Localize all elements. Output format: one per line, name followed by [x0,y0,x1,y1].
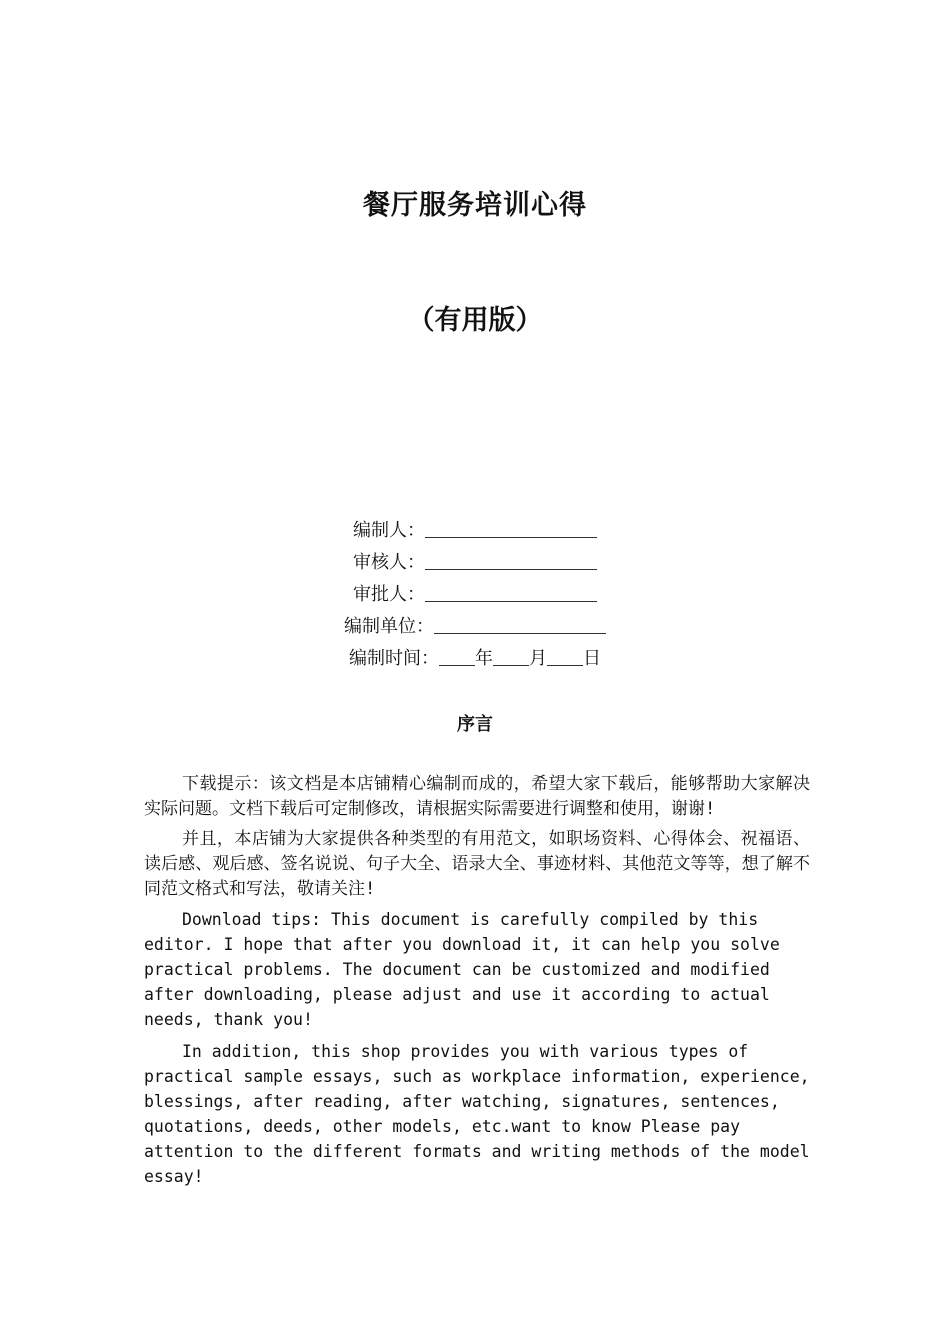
info-row-date [0,643,950,675]
year-label: 年 [475,648,493,669]
document-title: 餐厅服务培训心得 [363,190,587,221]
blank-line [425,549,597,570]
info-row-unit [0,611,950,643]
blank-line [439,645,475,666]
info-label: 编制时间： [349,648,439,669]
blank-line [493,645,529,666]
info-block [0,515,950,675]
info-label: 审核人： [353,552,425,573]
blank-line [425,517,597,538]
info-row-compiler [0,515,950,547]
info-label: 审批人： [353,584,425,605]
info-label: 编制单位： [344,616,434,637]
preface-body [144,772,810,1196]
blank-line [434,613,606,634]
info-label: 编制人： [353,520,425,541]
info-row-approver [0,579,950,611]
document-subtitle: （有用版） [407,305,543,336]
preface-heading: 序言 [457,714,493,735]
paragraph: 并且，本店铺为大家提供各种类型的有用范文，如职场资料、心得体会、祝福语、读后感、观后感、签名说说、句子大全、语录大全、事迹材料、其他范文等等，想了解不同范文格式和写法，敬请关注! [144,829,810,899]
info-row-reviewer [0,547,950,579]
blank-line [425,581,597,602]
blank-line [547,645,583,666]
day-label: 日 [583,648,601,669]
paragraph: 下载提示：该文档是本店铺精心编制而成的，希望大家下载后，能够帮助大家解决实际问题。文档下载后可定制修改，请根据实际需要进行调整和使用，谢谢! [144,774,810,819]
paragraph: Download tips: This document is carefully compiled by this editor. I hope that after you download it, it can help you solve practical problems. The document can be customized and modified after downloading, please adjust and use it according to actual needs, thank you! [144,910,780,1029]
month-label: 月 [529,648,547,669]
paragraph: In addition, this shop provides you with various types of practical sample essays, such as workplace information, experience, blessings, after reading, after watching, signatures, sentences, quotations, deeds, other models, etc.want to know Please pay attention to the different formats and writing methods of the model essay! [144,1042,810,1186]
